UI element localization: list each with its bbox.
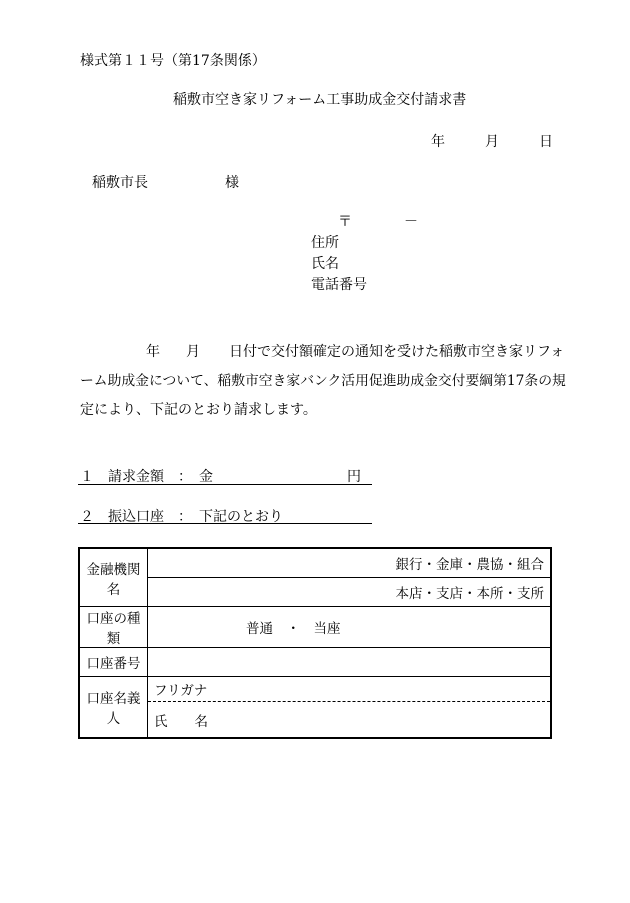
body-month: 月 xyxy=(186,344,200,360)
addressee-name: 稲敷市長 xyxy=(92,175,148,191)
postal-mark: 〒 xyxy=(338,214,352,230)
document-title: 稲敷市空き家リフォーム工事助成金交付請求書 xyxy=(173,92,467,108)
bank-account-table xyxy=(78,547,552,739)
form-number: 様式第１１号（第17条関係） xyxy=(80,53,266,69)
institution-label: 金融機関名 xyxy=(79,548,148,607)
body-line1: 日付で交付額確定の通知を受けた稲敷市空き家リフォ xyxy=(229,344,565,360)
account-type-label: 口座の種類 xyxy=(79,607,148,648)
address-label: 住所 xyxy=(311,235,339,251)
furigana-label: フリガナ xyxy=(148,677,552,702)
amount-unit: 円 xyxy=(347,469,361,485)
amount-underline xyxy=(78,484,372,485)
body-line2: ーム助成金について、稲敷市空き家バンク活用促進助成金交付要綱第17条の規 xyxy=(80,373,566,389)
date-month: 月 xyxy=(485,134,499,150)
amount-label: １ 請求金額 ： 金 xyxy=(80,469,213,485)
postal-dash: － xyxy=(404,214,418,230)
addressee-honorific: 様 xyxy=(225,175,239,191)
holder-label: 口座名義人 xyxy=(79,677,148,739)
account-type-options: 普通 ・ 当座 xyxy=(148,607,552,648)
institution-types: 銀行・金庫・農協・組合 xyxy=(148,548,552,578)
body-line3: 定により、下記のとおり請求します。 xyxy=(80,402,317,418)
account-label: ２ 振込口座 ： 下記のとおり xyxy=(80,509,283,525)
account-number-value xyxy=(148,648,552,677)
body-year: 年 xyxy=(146,344,160,360)
account-number-label: 口座番号 xyxy=(79,648,148,677)
date-day: 日 xyxy=(539,134,553,150)
holder-name-label: 氏 名 xyxy=(148,702,552,738)
name-label: 氏名 xyxy=(311,256,339,272)
phone-label: 電話番号 xyxy=(311,277,367,293)
branch-types: 本店・支店・本所・支所 xyxy=(148,578,552,607)
account-underline xyxy=(78,523,372,524)
date-year: 年 xyxy=(431,134,445,150)
